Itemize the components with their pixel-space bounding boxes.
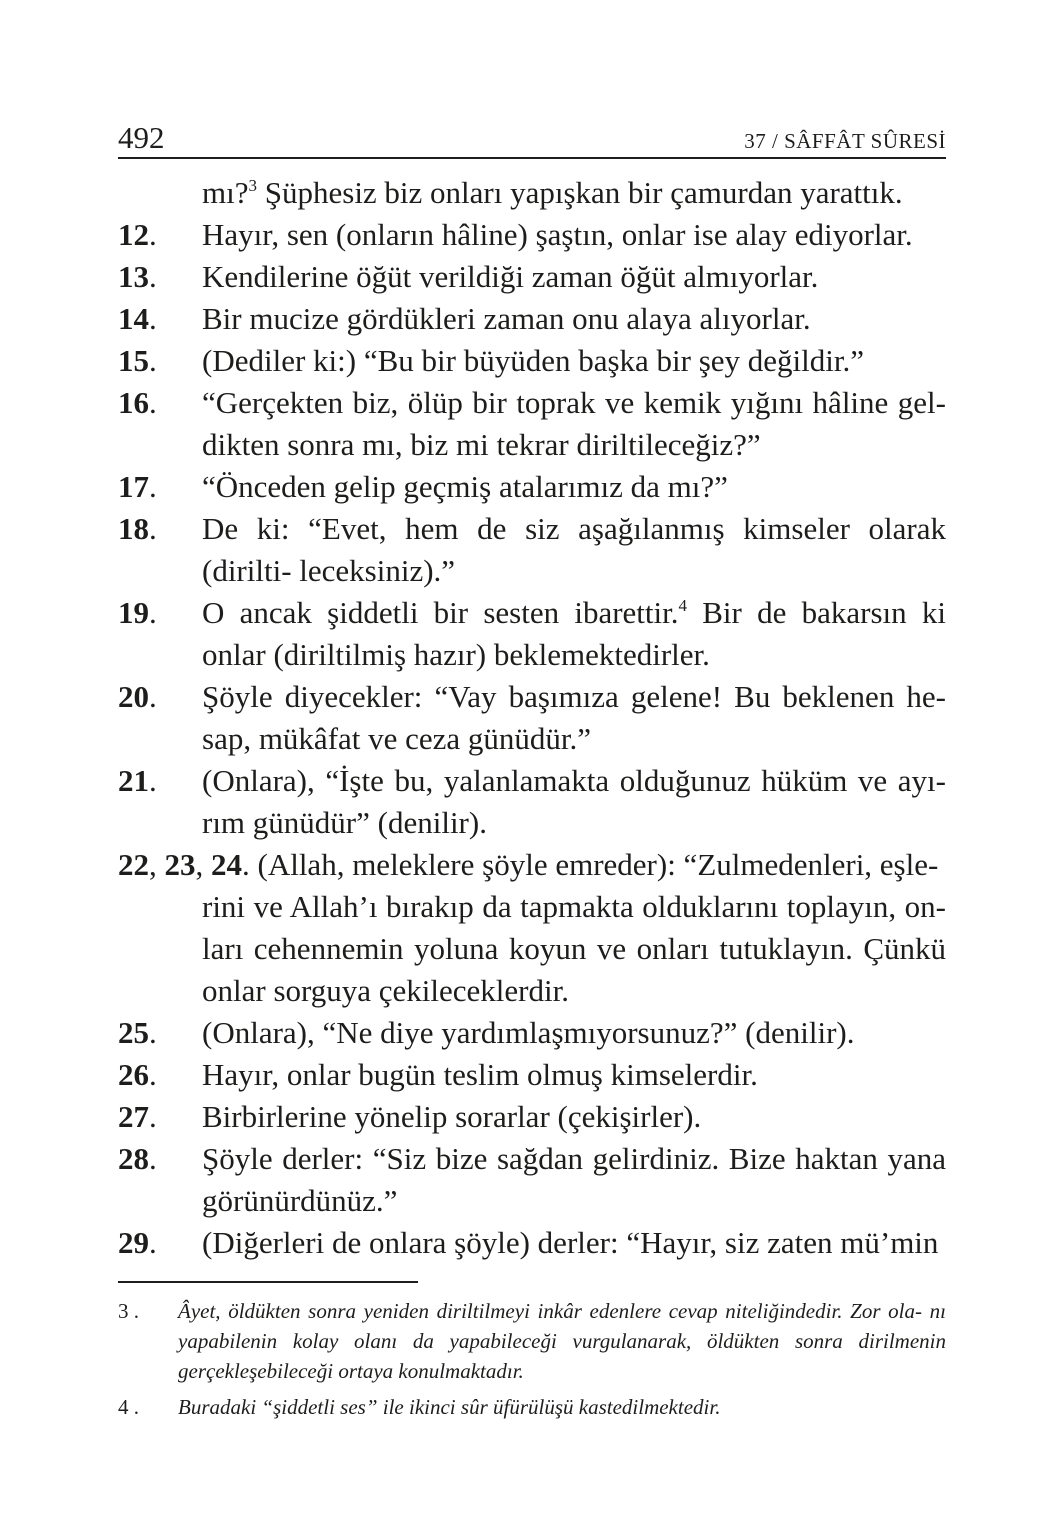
- verse-number: 28.: [118, 1141, 157, 1176]
- verse-number: 15.: [118, 343, 157, 378]
- verse-text: Şöyle diyecekler: “Vay başımıza gelene! Bu beklenen he- sap, mükâfat ve ceza günüdür.”: [202, 679, 946, 756]
- sura-title: 37 / SÂFFÂT SÛRESİ: [744, 129, 946, 153]
- running-head: [118, 118, 946, 158]
- verse-number: 20.: [118, 679, 157, 714]
- verse-number: 13.: [118, 259, 157, 294]
- verse-18: [118, 508, 946, 592]
- footnotes: [118, 1296, 946, 1428]
- footnote-rule: [118, 1281, 418, 1283]
- footnote-text: Buradaki “şiddetli ses” ile ikinci sûr üfürülüşü kastedilmektedir.: [178, 1395, 721, 1419]
- verse-14: [118, 298, 946, 340]
- footnote-ref-4[interactable]: 4: [678, 596, 688, 615]
- verse-number-22: 22: [118, 847, 149, 882]
- verse-16: [118, 382, 946, 466]
- verse-first-line: 22, 23, 24. (Allah, meleklere şöyle emreder): “Zulmedenleri, eşle-: [118, 847, 939, 882]
- continuation-text-start: mı?: [202, 175, 249, 210]
- verse-text: (Dediler ki:) “Bu bir büyüden başka bir şey değildir.”: [202, 343, 865, 378]
- verse-text: Kendilerine öğüt verildiği zaman öğüt almıyorlar.: [202, 259, 819, 294]
- footnote-text: Âyet, öldükten sonra yeniden diriltilmeyi inkâr edenlere cevap niteliğindedir. Zor ola- nı yapabilenin kolay olanı da yapabileceği vurgulanarak, öldükten sonra dirilmenin gerçekleşebileceği ortaya konulmaktadır.: [178, 1299, 946, 1383]
- verse-number: 21.: [118, 763, 157, 798]
- verse-number: 17.: [118, 469, 157, 504]
- verse-text: (Onlara), “İşte bu, yalanlamakta olduğunuz hüküm ve ayı- rım günüdür” (denilir).: [202, 763, 946, 840]
- verse-text: De ki: “Evet, hem de siz aşağılanmış kimseler olarak (dirilti- leceksiniz).”: [202, 511, 946, 588]
- verse-number: 12.: [118, 217, 157, 252]
- verse-21: [118, 760, 946, 844]
- continuation-text-end: Şüphesiz biz onları yapışkan bir çamurdan yarattık.: [257, 175, 903, 210]
- verse-text-end: Bir de bakarsın ki onlar (diriltilmiş hazır) beklemektedirler.: [202, 595, 946, 672]
- verse-number: 16.: [118, 385, 157, 420]
- footnote-mark: 4 .: [118, 1395, 139, 1419]
- verse-27: [118, 1096, 946, 1138]
- verse-text: “Önceden gelip geçmiş atalarımız da mı?”: [202, 469, 728, 504]
- footnote-3: [118, 1296, 946, 1386]
- verse-29: [118, 1222, 946, 1264]
- verse-text: Şöyle derler: “Siz bize sağdan gelirdiniz. Bize haktan yana görünürdünüz.”: [202, 1141, 946, 1218]
- verse-text: Hayır, onlar bugün teslim olmuş kimselerdir.: [202, 1057, 758, 1092]
- verse-20: [118, 676, 946, 760]
- verse-list: [118, 172, 946, 1264]
- header-rule: [118, 157, 946, 159]
- verse-17: [118, 466, 946, 508]
- verse-19: [118, 592, 946, 676]
- verse-text: Bir mucize gördükleri zaman onu alaya alıyorlar.: [202, 301, 811, 336]
- verse-text-first: (Allah, meleklere şöyle emreder): “Zulmedenleri, eşle-: [257, 847, 939, 882]
- verse-28: [118, 1138, 946, 1222]
- verse-text: Hayır, sen (onların hâline) şaştın, onlar ise alay ediyorlar.: [202, 217, 913, 252]
- verse-number-24: 24: [211, 847, 242, 882]
- verse-continuation: [118, 172, 946, 214]
- verse-number: 29.: [118, 1225, 157, 1260]
- verse-text-rest: rini ve Allah’ı bırakıp da tapmakta olduklarını toplayın, on- ları cehennemin yoluna koyun ve onları tutuklayın. Çünkü onlar sorguya çekileceklerdir.: [202, 889, 946, 1008]
- verse-text: Birbirlerine yönelip sorarlar (çekişirler).: [202, 1099, 702, 1134]
- verse-number: 26.: [118, 1057, 157, 1092]
- verse-15: [118, 340, 946, 382]
- footnote-mark: 3 .: [118, 1299, 139, 1323]
- footnote-ref-3[interactable]: 3: [248, 176, 257, 195]
- verse-26: [118, 1054, 946, 1096]
- verse-number: 19.: [118, 595, 157, 630]
- verse-text-start: O ancak şiddetli bir sesten ibarettir.: [202, 595, 679, 630]
- verse-number: 25.: [118, 1015, 157, 1050]
- verse-number: 18.: [118, 511, 157, 546]
- verse-number-23: 23: [164, 847, 196, 882]
- verse-text: (Diğerleri de onlara şöyle) derler: “Hayır, siz zaten mü’min: [202, 1225, 939, 1260]
- verse-25: [118, 1012, 946, 1054]
- verse-22-24: [118, 844, 946, 1012]
- verse-text: “Gerçekten biz, ölüp bir toprak ve kemik yığını hâline gel- dikten sonra mı, biz mi tekrar diriltileceğiz?”: [202, 385, 946, 462]
- verse-text: (Onlara), “Ne diye yardımlaşmıyorsunuz?” (denilir).: [202, 1015, 855, 1050]
- verse-number: 14.: [118, 301, 157, 336]
- verse-number: 27.: [118, 1099, 157, 1134]
- page-number: 492: [118, 120, 165, 155]
- footnote-4: [118, 1392, 946, 1422]
- verse-12: [118, 214, 946, 256]
- verse-13: [118, 256, 946, 298]
